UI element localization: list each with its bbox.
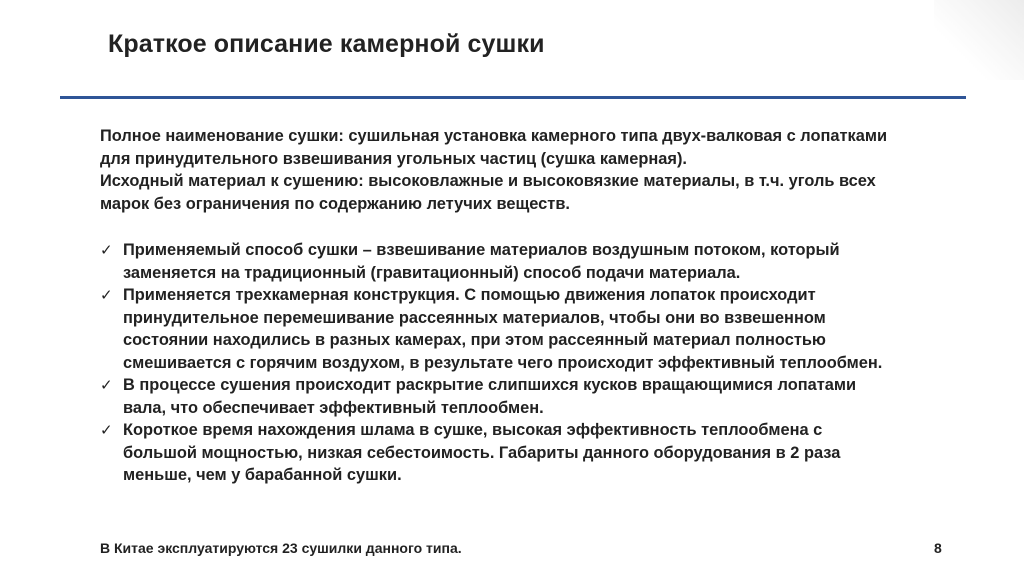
title-divider: [60, 96, 966, 99]
bullet-item: [100, 374, 900, 419]
bullet-list: [100, 239, 900, 487]
check-mark-icon: ✓: [100, 421, 113, 439]
bullet-text: Короткое время нахождения шлама в сушке, высокая эффективность теплообмена с большой мощностью, низкая себестоимость. Габариты данного оборудования в 2 раза меньше, чем у барабанной сушки.: [123, 421, 841, 484]
slide-title: Краткое описание камерной сушки: [108, 30, 545, 58]
bullet-item: [100, 239, 900, 284]
check-mark-icon: ✓: [100, 376, 113, 394]
footer-note: В Китае эксплуатируются 23 сушилки данного типа.: [100, 540, 462, 556]
page-number: 8: [934, 540, 942, 556]
slide-body: [100, 125, 900, 487]
intro-paragraph-2: Исходный материал к сушению: высоковлажные и высоковязкие материалы, в т.ч. уголь всех марок без ограничения по содержанию летучих веществ.: [100, 172, 876, 213]
check-mark-icon: ✓: [100, 241, 113, 259]
intro-paragraph-1: Полное наименование сушки: сушильная установка камерного типа двух-валковая с лопатками для принудительного взвешивания угольных частиц (сушка камерная).: [100, 127, 888, 168]
bullet-item: [100, 419, 900, 487]
bullet-text: Применяется трехкамерная конструкция. С помощью движения лопаток происходит принудительное перемешивание рассеянных материалов, чтобы они во взвешенном состоянии находились в разных камерах, при этом рассеянный материал полностью смешивается с горячим воздухом, в результате чего происходит эффективный теплообмен.: [123, 286, 883, 372]
bullet-item: [100, 284, 900, 374]
bullet-text: В процессе сушения происходит раскрытие слипшихся кусков вращающимися лопатами вала, что обеспечивает эффективный теплообмен.: [123, 376, 857, 417]
corner-page-curl: [934, 0, 1024, 80]
bullet-text: Применяемый способ сушки – взвешивание материалов воздушным потоком, который заменяется на традиционный (гравитационный) способ подачи материала.: [123, 241, 840, 282]
check-mark-icon: ✓: [100, 286, 113, 304]
